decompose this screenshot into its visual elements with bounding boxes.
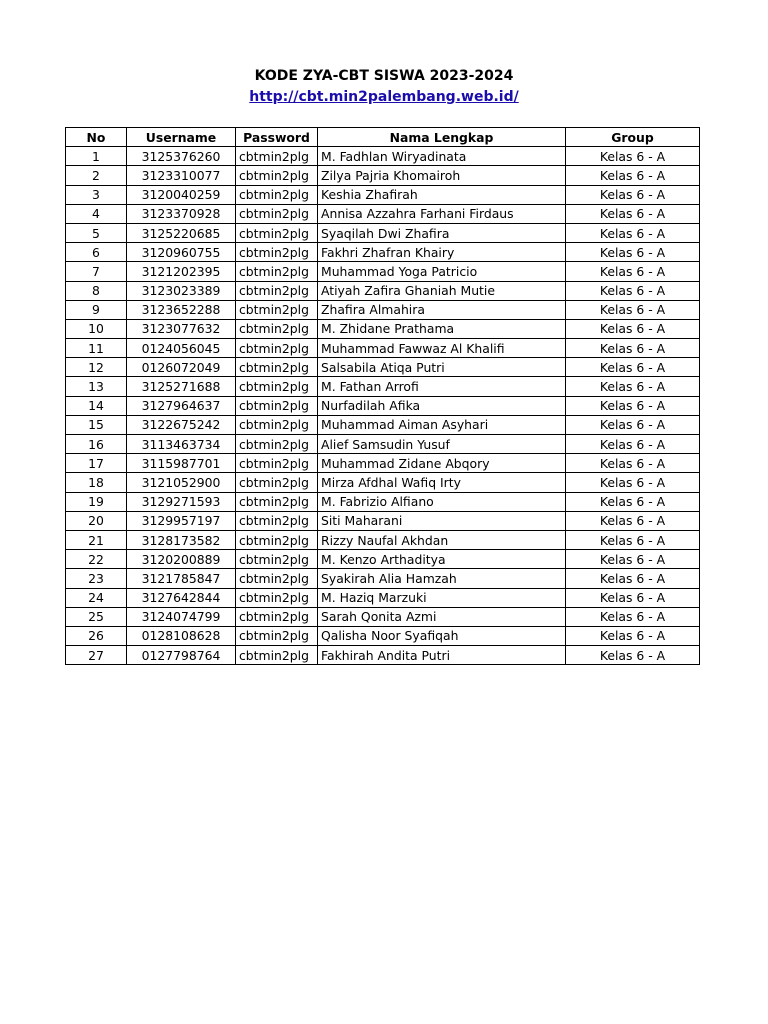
cell-password: cbtmin2plg [236, 166, 318, 185]
cell-group: Kelas 6 - A [566, 166, 700, 185]
cell-full-name: Muhammad Aiman Asyhari [318, 415, 566, 434]
cell-group: Kelas 6 - A [566, 607, 700, 626]
table-row [66, 262, 700, 281]
cell-no: 9 [66, 300, 127, 319]
cell-username: 3129271593 [127, 492, 236, 511]
cell-group: Kelas 6 - A [566, 626, 700, 645]
header-full-name: Nama Lengkap [318, 128, 566, 147]
header-no: No [66, 128, 127, 147]
cell-group: Kelas 6 - A [566, 396, 700, 415]
cell-password: cbtmin2plg [236, 492, 318, 511]
cell-group: Kelas 6 - A [566, 281, 700, 300]
cell-full-name: Siti Maharani [318, 511, 566, 530]
cell-no: 18 [66, 473, 127, 492]
table-row [66, 569, 700, 588]
cell-no: 26 [66, 626, 127, 645]
cell-no: 23 [66, 569, 127, 588]
cell-password: cbtmin2plg [236, 646, 318, 665]
cell-group: Kelas 6 - A [566, 358, 700, 377]
cell-username: 3115987701 [127, 454, 236, 473]
cell-full-name: Syaqilah Dwi Zhafira [318, 223, 566, 242]
cell-full-name: Atiyah Zafira Ghaniah Mutie [318, 281, 566, 300]
cell-no: 22 [66, 550, 127, 569]
table-row [66, 626, 700, 645]
cell-group: Kelas 6 - A [566, 147, 700, 166]
cell-group: Kelas 6 - A [566, 454, 700, 473]
cell-no: 13 [66, 377, 127, 396]
cell-group: Kelas 6 - A [566, 243, 700, 262]
cell-full-name: Alief Samsudin Yusuf [318, 435, 566, 454]
cell-username: 3121785847 [127, 569, 236, 588]
cell-group: Kelas 6 - A [566, 339, 700, 358]
cell-full-name: M. Fabrizio Alfiano [318, 492, 566, 511]
table-row [66, 319, 700, 338]
cell-full-name: M. Kenzo Arthaditya [318, 550, 566, 569]
table-row [66, 492, 700, 511]
cell-username: 3129957197 [127, 511, 236, 530]
cell-username: 3124074799 [127, 607, 236, 626]
cell-username: 3123652288 [127, 300, 236, 319]
cell-no: 12 [66, 358, 127, 377]
cell-no: 3 [66, 185, 127, 204]
cell-password: cbtmin2plg [236, 262, 318, 281]
cell-no: 6 [66, 243, 127, 262]
table-row [66, 607, 700, 626]
cell-password: cbtmin2plg [236, 281, 318, 300]
cell-password: cbtmin2plg [236, 339, 318, 358]
cell-username: 0124056045 [127, 339, 236, 358]
cell-no: 21 [66, 530, 127, 549]
cell-group: Kelas 6 - A [566, 473, 700, 492]
cell-group: Kelas 6 - A [566, 262, 700, 281]
table-row [66, 281, 700, 300]
table-row [66, 147, 700, 166]
cell-username: 0127798764 [127, 646, 236, 665]
cell-no: 19 [66, 492, 127, 511]
cell-full-name: Zilya Pajria Khomairoh [318, 166, 566, 185]
cell-full-name: M. Zhidane Prathama [318, 319, 566, 338]
cell-username: 3125271688 [127, 377, 236, 396]
cell-username: 3122675242 [127, 415, 236, 434]
table-row [66, 396, 700, 415]
cell-password: cbtmin2plg [236, 358, 318, 377]
cell-username: 3123023389 [127, 281, 236, 300]
cell-password: cbtmin2plg [236, 626, 318, 645]
cell-no: 15 [66, 415, 127, 434]
cell-username: 3125220685 [127, 223, 236, 242]
cell-full-name: Muhammad Yoga Patricio [318, 262, 566, 281]
cell-full-name: Fakhirah Andita Putri [318, 646, 566, 665]
table-row [66, 550, 700, 569]
cell-group: Kelas 6 - A [566, 223, 700, 242]
cell-password: cbtmin2plg [236, 530, 318, 549]
cell-no: 17 [66, 454, 127, 473]
cell-group: Kelas 6 - A [566, 646, 700, 665]
cell-password: cbtmin2plg [236, 243, 318, 262]
cell-group: Kelas 6 - A [566, 300, 700, 319]
cell-group: Kelas 6 - A [566, 492, 700, 511]
table-header-row [66, 128, 700, 147]
table-row [66, 243, 700, 262]
cell-password: cbtmin2plg [236, 569, 318, 588]
cell-full-name: Fakhri Zhafran Khairy [318, 243, 566, 262]
cell-group: Kelas 6 - A [566, 319, 700, 338]
cell-group: Kelas 6 - A [566, 435, 700, 454]
table-row [66, 185, 700, 204]
cell-group: Kelas 6 - A [566, 377, 700, 396]
cell-no: 7 [66, 262, 127, 281]
cell-password: cbtmin2plg [236, 377, 318, 396]
student-credentials-table [65, 127, 700, 665]
table-row [66, 204, 700, 223]
cell-full-name: Keshia Zhafirah [318, 185, 566, 204]
cell-full-name: M. Haziq Marzuki [318, 588, 566, 607]
cell-no: 27 [66, 646, 127, 665]
cell-no: 16 [66, 435, 127, 454]
cell-full-name: Nurfadilah Afika [318, 396, 566, 415]
table-row [66, 415, 700, 434]
cell-password: cbtmin2plg [236, 223, 318, 242]
document-title: KODE ZYA-CBT SISWA 2023-2024 [254, 68, 514, 84]
cell-no: 1 [66, 147, 127, 166]
cell-no: 24 [66, 588, 127, 607]
cell-password: cbtmin2plg [236, 204, 318, 223]
table-row [66, 377, 700, 396]
table-row [66, 223, 700, 242]
site-url-link[interactable]: http://cbt.min2palembang.web.id/ [249, 89, 519, 105]
cell-username: 3123077632 [127, 319, 236, 338]
cell-group: Kelas 6 - A [566, 588, 700, 607]
cell-full-name: Muhammad Zidane Abqory [318, 454, 566, 473]
cell-password: cbtmin2plg [236, 588, 318, 607]
cell-full-name: Rizzy Naufal Akhdan [318, 530, 566, 549]
cell-username: 3123310077 [127, 166, 236, 185]
cell-group: Kelas 6 - A [566, 530, 700, 549]
cell-username: 3120200889 [127, 550, 236, 569]
cell-no: 11 [66, 339, 127, 358]
cell-full-name: M. Fathan Arrofi [318, 377, 566, 396]
cell-username: 3120960755 [127, 243, 236, 262]
cell-username: 3120040259 [127, 185, 236, 204]
table-row [66, 588, 700, 607]
table-body [66, 147, 700, 665]
cell-password: cbtmin2plg [236, 454, 318, 473]
cell-full-name: Muhammad Fawwaz Al Khalifi [318, 339, 566, 358]
cell-password: cbtmin2plg [236, 319, 318, 338]
cell-full-name: Qalisha Noor Syafiqah [318, 626, 566, 645]
table-row [66, 511, 700, 530]
cell-full-name: Mirza Afdhal Wafiq Irty [318, 473, 566, 492]
table-row [66, 435, 700, 454]
table-row [66, 454, 700, 473]
table-row [66, 358, 700, 377]
table-row [66, 530, 700, 549]
cell-no: 10 [66, 319, 127, 338]
cell-username: 3123370928 [127, 204, 236, 223]
table-row [66, 339, 700, 358]
cell-group: Kelas 6 - A [566, 550, 700, 569]
cell-group: Kelas 6 - A [566, 185, 700, 204]
cell-username: 3121202395 [127, 262, 236, 281]
cell-username: 0126072049 [127, 358, 236, 377]
table-row [66, 473, 700, 492]
cell-no: 5 [66, 223, 127, 242]
cell-group: Kelas 6 - A [566, 204, 700, 223]
header-username: Username [127, 128, 236, 147]
cell-username: 3128173582 [127, 530, 236, 549]
cell-no: 4 [66, 204, 127, 223]
cell-password: cbtmin2plg [236, 415, 318, 434]
cell-password: cbtmin2plg [236, 607, 318, 626]
cell-full-name: Syakirah Alia Hamzah [318, 569, 566, 588]
cell-password: cbtmin2plg [236, 473, 318, 492]
cell-password: cbtmin2plg [236, 511, 318, 530]
header-password: Password [236, 128, 318, 147]
cell-username: 3127964637 [127, 396, 236, 415]
cell-full-name: Annisa Azzahra Farhani Firdaus [318, 204, 566, 223]
cell-username: 3113463734 [127, 435, 236, 454]
cell-no: 8 [66, 281, 127, 300]
cell-full-name: Zhafira Almahira [318, 300, 566, 319]
cell-no: 14 [66, 396, 127, 415]
table-row [66, 166, 700, 185]
cell-username: 0128108628 [127, 626, 236, 645]
cell-password: cbtmin2plg [236, 300, 318, 319]
cell-no: 2 [66, 166, 127, 185]
header-group: Group [566, 128, 700, 147]
cell-group: Kelas 6 - A [566, 415, 700, 434]
table-row [66, 646, 700, 665]
cell-username: 3121052900 [127, 473, 236, 492]
cell-password: cbtmin2plg [236, 147, 318, 166]
cell-username: 3125376260 [127, 147, 236, 166]
cell-no: 20 [66, 511, 127, 530]
cell-full-name: M. Fadhlan Wiryadinata [318, 147, 566, 166]
cell-no: 25 [66, 607, 127, 626]
cell-password: cbtmin2plg [236, 550, 318, 569]
cell-group: Kelas 6 - A [566, 511, 700, 530]
cell-username: 3127642844 [127, 588, 236, 607]
cell-password: cbtmin2plg [236, 396, 318, 415]
cell-password: cbtmin2plg [236, 435, 318, 454]
table-row [66, 300, 700, 319]
cell-full-name: Salsabila Atiqa Putri [318, 358, 566, 377]
cell-group: Kelas 6 - A [566, 569, 700, 588]
cell-password: cbtmin2plg [236, 185, 318, 204]
cell-full-name: Sarah Qonita Azmi [318, 607, 566, 626]
